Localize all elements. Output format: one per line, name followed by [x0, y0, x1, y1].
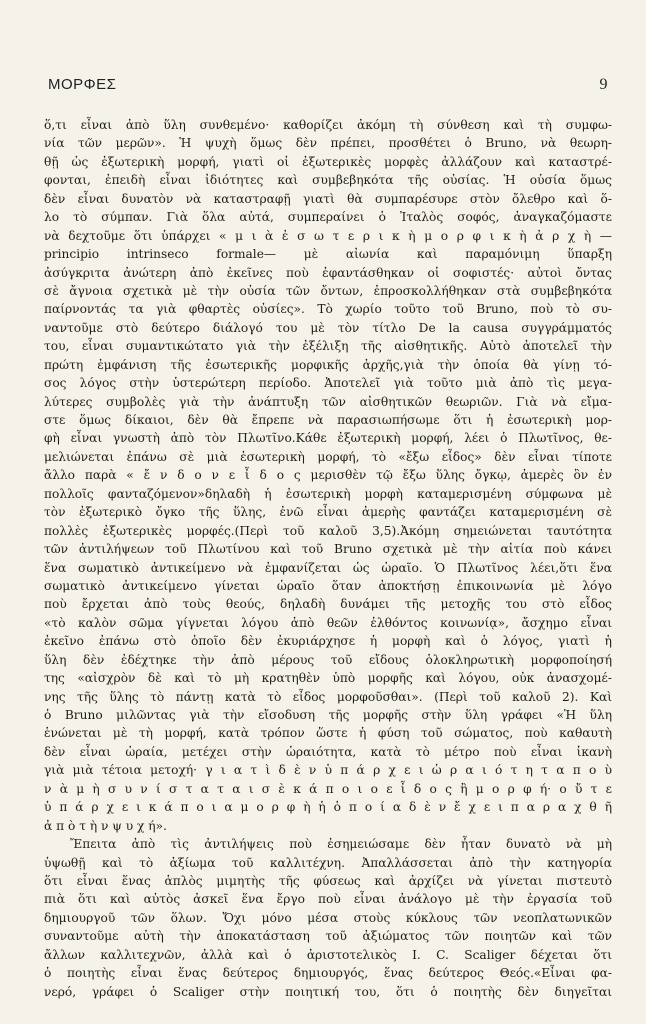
text-line: ὁ Bruno μιλῶντας γιὰ τὴν εἴσοδυση τῆς μορφῆς στὴν ὕλη γράφει «Ἡ ὕλη [44, 708, 612, 722]
text-line: ἑνώνεται μὲ τὴ μορφή, κατὰ τρόπον ὥστε ἡ φύση τοῦ σώματος, ποὺ καθαυτὴ [44, 726, 612, 741]
text-line: της «αἰσχρὸν δὲ καὶ τὸ μὴ κρατηθὲν ὑπὸ μορφῆς καὶ λόγου, οὐκ ἀνασχομέ- [44, 671, 612, 686]
text-line: στε ὅμως δίκαιοι, δὲν θὰ ἔπρεπε νὰ παρασιωπήσωμε ὅτι ἡ ἐσωτερικὴ μορ- [44, 413, 612, 427]
text-line: ν ὰ μ ὴ σ υ ν ί σ τ α τ α ι σ ὲ κ ά π ο ι ο ε ἶ δ ο ς ἢ μ ο ρ φ ή· ο ὔ τ ε [44, 781, 612, 796]
text-line: ὑψωθῇ καὶ τὸ ἀξίωμα τοῦ καλλιτέχνη. Ἀπαλλάσσεται ἀπὸ τὴν κατηγορία [44, 855, 612, 870]
running-title: ΜΟΡΦΕΣ [48, 76, 117, 93]
text-line: παίρνοντάς τα γιὰ φθαρτὲς οὐσίες». Τὸ χωρίο τοῦτο τοῦ Bruno, ποὺ τὸ συ- [44, 302, 612, 317]
text-line: μελιώνεται ἐπάνω σὲ μιὰ ἐσωτερικὴ μορφή, τὸ «ἔξω εἶδος» δὲν εἶναι τίποτε [44, 449, 612, 464]
text-line: δὲν εἶναι ὡραία, μετέχει στὴν ὡραιότητα, κατὰ τὸ μέτρο ποὺ εἶναι ἱκανὴ [44, 744, 612, 759]
text-line: σος λόγος στὴν ὑστερώτερη περίοδο. Ἀποτελεῖ γιὰ τοῦτο μιὰ ἀπὸ τὶς μεγα- [44, 376, 612, 391]
text-line: δὲν εἶναι δυνατὸν νὰ καταστραφῇ γιατὶ θὰ συμπαρέσυρε στὸν ὄλεθρο καὶ ὅ- [44, 191, 612, 206]
text-line: τὸν ἐξωτερικὸ ὄγκο τῆς ὕλης, ἐνῶ εἶναι ἀμερὴς φαντάζει καταμερισμένη σὲ [44, 505, 612, 520]
text-line: «τὸ καλὸν σῶμα γίγνεται λόγου ἀπὸ θεῶν ἐλθόντος κοινωνίᾳ», ἄσχημο εἶναι [44, 615, 612, 630]
text-line: πολλὲς ἐξωτερικὲς μορφές.(Περὶ τοῦ καλοῦ 3,5).Ἀκόμη σημειώνεται ταυτότητα [44, 523, 612, 538]
text-line: ναντοῦμε στὸ δεύτερο διάλογό του μὲ τὸν τίτλο De la causa συγγράμματός [44, 320, 612, 335]
text-line: λύτερες συμβολὲς γιὰ τὴν ἀνάπτυξη τῶν αἰσθητικῶν θεωριῶν. Γιὰ νὰ εἴμα- [44, 394, 612, 409]
text-line: νης τῆς ὕλης τὸ πάντῃ κατὰ τὸ εἶδος μορφοῦσθαι». (Περὶ τοῦ καλοῦ 2). Καὶ [44, 689, 612, 704]
text-line: principio intrinseco formale— μὲ αἰωνία καὶ παραμόνιμη ὕπαρξη [44, 247, 612, 262]
text-line: τῶν ἀντιλήψεων τοῦ Πλωτίνου καὶ τοῦ Bruno σχετικὰ μὲ τὴν αἰτία ποὺ κάνει [44, 542, 612, 557]
text-line: ἀ π ὸ τ ὴ ν ψ υ χ ή». [44, 818, 167, 833]
text-line: πιὰ ὅτι καὶ αὐτὸς ἀσκεῖ ἕνα ἔργο ποὺ εἶναι ἀνάλογο μὲ τὴν ἐργασία τοῦ [44, 892, 612, 907]
text-line: ἐκεῖνο ἐπάνω στὸ ὁποῖο δὲν ἐκυριάρχησε ἡ μορφὴ καὶ ὁ λόγος, γιατὶ ἡ [44, 634, 612, 649]
text-line: του, εἶναι συμαντικώτατο γιὰ τὴν ἐξέλιξη τῆς αἰσθητικῆς. Αὐτὸ ἀποτελεῖ τὴν [44, 339, 612, 354]
running-header [48, 76, 608, 98]
text-line: φὴ εἶναι γνωστὴ ἀπὸ τὸν Πλωτῖνο.Κάθε ἐξωτερικὴ μορφή, λέει ὁ Πλωτῖνος, θε- [44, 431, 612, 446]
text-line: λο τὸ σύμπαν. Γιὰ ὅλα αὐτά, συμπεραίνει ὁ Ἰταλὸς σοφός, ἀναγκαζόμαστε [44, 210, 612, 225]
text-line: ἀσύγκριτα ἀνώτερη ἀπὸ ἐκεῖνες ποὺ ἐφαντάσθηκαν οἱ σοφιστές· αὐτοὶ ὄντας [44, 265, 612, 280]
text-line: σὲ ἄγνοια σχετικὰ μὲ τὴν οὐσία τῶν ὄντων, ἐπροσκολλήθηκαν στὰ συμβεβηκότα [44, 283, 612, 298]
text-line: ὅ,τι εἶναι ἀπὸ ὕλη συνθεμένο· καθορίζει ἀκόμη τὴ σύνθεση καὶ τὴ συμφω- [44, 118, 612, 132]
text-line: ἄλλο παρὰ « ἔ ν δ ο ν ε ἶ δ ο ς μερισθὲν τῷ ἔξω ὕλης ὄγκῳ, ἀμερὲς ὂν ἐν [44, 468, 612, 483]
text-line: πολλοῖς φανταζόμενον»δηλαδὴ ἡ ἐσωτερικὴ μορφὴ καταμερισμένη σύμφωνα μὲ [44, 486, 612, 501]
text-line: πρώτη ἐμφάνιση τῆς ἐσωτερικῆς μορφικῆς ἀρχῆς,γιὰ τὴν ὁποία θὰ γίνῃ τό- [44, 357, 612, 372]
text-line: ἄλλων καλλιτεχνῶν, ἀλλὰ καὶ ὁ ἀριστοτελικὸς I. C. Scaliger δέχεται ὅτι [44, 947, 612, 962]
text-line: ὁ ποιητὴς εἶναι ἕνας δεύτερος δημιουργός, ἕνας δεύτερος Θεός.«Εἶναι φα- [44, 966, 612, 981]
text-line: σωματικὸ ἀντικείμενο γίνεται ὡραῖο ὅταν ἀποκτήσῃ ἐπικοινωνία μὲ λόγο [44, 578, 612, 593]
text-line: ὅτι εἶναι ἕνας ἁπλὸς μιμητὴς τῆς φύσεως καὶ ἀρχίζει νὰ γίνεται πιστευτὸ [44, 873, 612, 888]
text-line: ὑ π ά ρ χ ε ι κ ά π ο ι α μ ο ρ φ ὴ ἡ ὁ π ο ί α δ ὲ ν ἔ χ ε ι π α ρ α χ θ ῆ [44, 800, 612, 815]
text-line: θῇ ὡς ἐξωτερικὴ μορφή, γιατὶ οἱ ἐξωτερικὲς μορφὲς ἀλλάζουν καὶ καταστρέ- [44, 154, 612, 169]
text-line: συναντοῦμε αὐτὴ τὴν ἀποκατάσταση τοῦ ἀξιώματος τῶν ποιητῶν καὶ τῶν [44, 929, 612, 944]
text-line: ποὺ ἔρχεται ἀπὸ τοὺς θεούς, δηλαδὴ δυνάμει τῆς μετοχῆς του στὸ εἶδος [44, 597, 612, 612]
text-line: νὰ δεχτοῦμε ὅτι ὑπάρχει « μ ι ὰ ἐ σ ω τ ε ρ ι κ ὴ μ ο ρ φ ι κ ὴ ἀ ρ χ ὴ — [44, 228, 612, 243]
text-line: Ἔπειτα ἀπὸ τὶς ἀντιλήψεις ποὺ ἐσημειώσαμε δὲν ἦταν δυνατὸ νὰ μὴ [70, 837, 612, 852]
text-line: νία τῶν μερῶν». Ἡ ψυχὴ ὅμως δὲν πρέπει, προσθέτει ὁ Bruno, νὰ θεωρη- [44, 136, 612, 151]
text-line: νερό, γράφει ὁ Scaliger στὴν ποιητική του, ὅτι ὁ ποιητὴς δὲν διηγεῖται [44, 984, 612, 999]
text-line: γιὰ μιὰ τέτοια μετοχή· γ ι α τ ὶ δ ὲ ν ὑ π ά ρ χ ε ι ὡ ρ α ι ό τ η τ α π ο ὺ [44, 763, 612, 778]
text-line: ἕνα σωματικὸ ἀντικείμενο νὰ ἐμφανίζεται ὡς ὡραῖο. Ὁ Πλωτῖνος λέει,ὅτι ἕνα [44, 560, 612, 575]
text-line: ὕλη δὲν ἐδέχτηκε τὴν ἀπὸ μέρους τοῦ εἴδους ὁλοκληρωτικὴ μορφοποίησή [44, 652, 612, 667]
text-line: φονται, ἐπειδὴ εἶναι ἰδιότητες καὶ συμβεβηκότα τῆς οὐσίας. Ἡ οὐσία ὅμως [44, 173, 612, 188]
page-number: 9 [599, 76, 608, 93]
body-text [44, 116, 612, 1001]
text-line: δημιουργοῦ τῶν ὅλων. Ὄχι μόνο μέσα στοὺς κύκλους τῶν νεοπλατωνικῶν [44, 910, 612, 925]
